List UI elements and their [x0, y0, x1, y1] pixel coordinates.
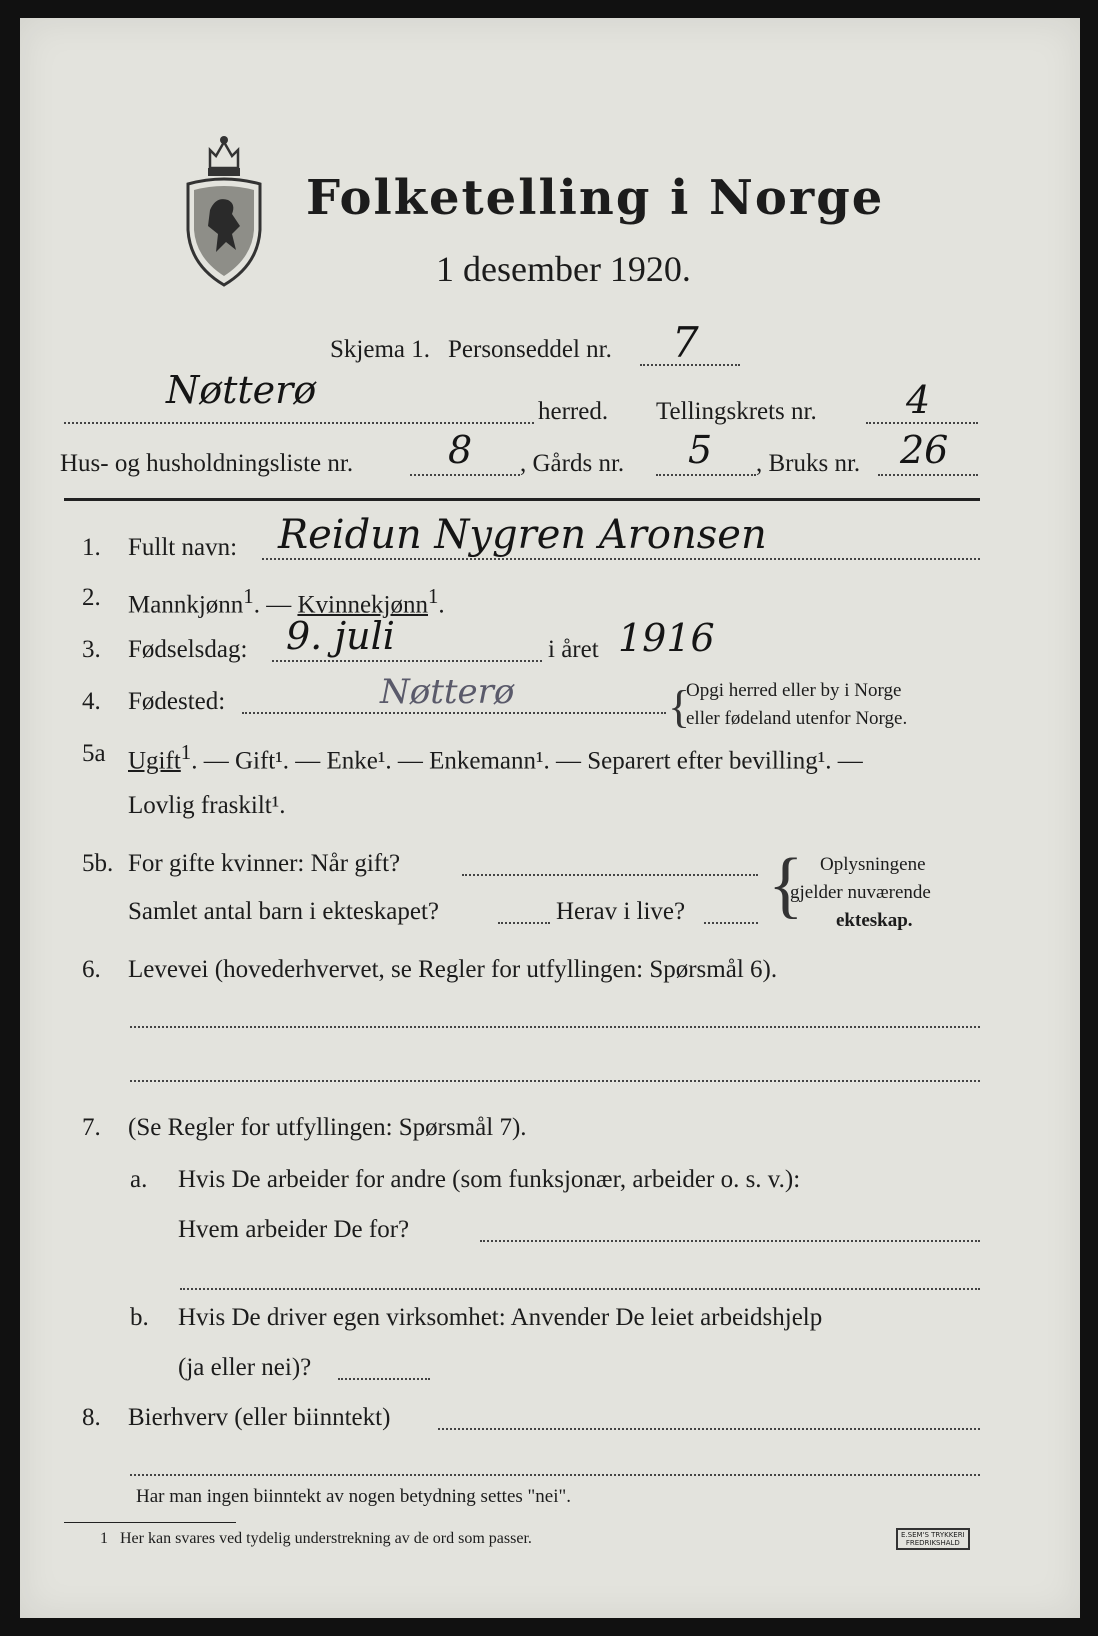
personseddel-label: Personseddel nr. [448, 336, 612, 363]
q7b-line[interactable] [338, 1378, 430, 1380]
gards-line [656, 474, 756, 476]
q6-line2[interactable] [130, 1080, 980, 1082]
printer-stamp: E.SEM'S TRYKKERI FREDRIKSHALD [896, 1528, 970, 1550]
q7a-line1[interactable] [480, 1240, 980, 1242]
q7b-label: Hvis De driver egen virksomhet: Anvender De leiet arbeidshjelp [178, 1304, 823, 1331]
footnote-mark: 1 [100, 1530, 108, 1547]
norwegian-coat-of-arms-icon [180, 130, 268, 290]
q4-note-line1: Opgi herred eller by i Norge [686, 680, 902, 701]
q4-number: 4. [82, 688, 101, 715]
q2-number: 2. [82, 584, 101, 611]
form-title: Folketelling i Norge [306, 170, 885, 226]
q7b-letter: b. [130, 1304, 149, 1331]
birth-year-value[interactable]: 1916 [618, 616, 715, 660]
q3-number: 3. [82, 636, 101, 663]
q1-number: 1. [82, 534, 101, 561]
q6-line1[interactable] [130, 1026, 980, 1028]
option-ugift[interactable]: Ugift [128, 747, 181, 775]
q5b-number: 5b. [82, 850, 114, 877]
q3-label: Fødselsdag: [128, 636, 248, 663]
husholdningsliste-value[interactable]: 8 [448, 428, 473, 472]
herred-value[interactable]: Nøtterø [166, 368, 317, 412]
herred-line [64, 422, 534, 424]
q6-number: 6. [82, 956, 101, 983]
q5a-options: Ugift$^1$. — Gift¹. — Enke¹. — Enkemann¹. — Separert efter bevilling¹. — [128, 740, 863, 775]
q7-label: (Se Regler for utfyllingen: Spørsmål 7). [128, 1114, 527, 1141]
footnote-divider [64, 1522, 236, 1523]
q4-label: Fødested: [128, 688, 226, 715]
option-kvinnekjonn[interactable]: Kvinnekjønn [297, 591, 428, 619]
full-name-value[interactable]: Reidun Nygren Aronsen [278, 512, 767, 558]
census-date: 1 desember 1920. [436, 249, 691, 289]
q5b-note-line2: gjelder nuværende [790, 882, 931, 903]
census-form-page [20, 18, 1080, 1618]
q4-note-line2: eller fødeland utenfor Norge. [686, 708, 908, 729]
q5b-children-label: Samlet antal barn i ekteskapet? [128, 898, 439, 925]
q5a-number: 5a [82, 740, 106, 767]
option-mannkjonn[interactable]: Mannkjønn [128, 591, 244, 619]
q5b-alive-line [704, 922, 758, 924]
q5b-brace: { [768, 844, 804, 926]
tellingskrets-line [866, 422, 978, 424]
q3-line [272, 660, 542, 662]
bruks-value[interactable]: 26 [900, 428, 949, 472]
husholdningsliste-line [410, 474, 520, 476]
q5b-line1 [462, 874, 758, 876]
gards-label: , Gårds nr. [520, 450, 625, 477]
q7a-label: Hvis De arbeider for andre (som funksjonær, arbeider o. s. v.): [178, 1166, 801, 1193]
birthplace-value[interactable]: Nøtterø [380, 672, 515, 712]
q3-year-label: i året [548, 636, 599, 663]
q8-line2[interactable] [130, 1474, 980, 1476]
footnote-text: Her kan svares ved tydelig understrekning av de ord som passer. [120, 1530, 532, 1547]
q8-label: Bierhverv (eller biinntekt) [128, 1404, 391, 1431]
q5b-note-line3: ekteskap. [836, 910, 913, 931]
skjema-label: Skjema 1. [330, 336, 430, 363]
q7-number: 7. [82, 1114, 101, 1141]
q2-options: Mannkjønn$^1$. — Kvinnekjønn$^1$. [128, 584, 445, 619]
q8-note: Har man ingen biinntekt av nogen betydning settes "nei". [136, 1486, 571, 1507]
birthday-value[interactable]: 9. juli [286, 614, 395, 658]
bruks-label: , Bruks nr. [756, 450, 861, 477]
q5a-other-options[interactable]: . — Gift¹. — Enke¹. — Enkemann¹. — Separert efter bevilling¹. — [191, 747, 863, 775]
q6-label: Levevei (hovederhvervet, se Regler for utfyllingen: Spørsmål 6). [128, 956, 778, 983]
q1-label: Fullt navn: [128, 534, 238, 561]
q7a-letter: a. [130, 1166, 148, 1193]
q8-number: 8. [82, 1404, 101, 1431]
q5b-label: For gifte kvinner: Når gift? [128, 850, 401, 877]
husholdningsliste-label: Hus- og husholdningsliste nr. [60, 450, 354, 477]
q5b-note-line1: Oplysningene [820, 854, 926, 875]
q5a-line2[interactable]: Lovlig fraskilt¹. [128, 792, 286, 819]
q7a-line2-label: Hvem arbeider De for? [178, 1216, 410, 1243]
q7b-line2-label: (ja eller nei)? [178, 1354, 312, 1381]
tellingskrets-label: Tellingskrets nr. [656, 398, 817, 425]
header-divider [64, 498, 980, 501]
gards-value[interactable]: 5 [688, 428, 713, 472]
q8-line1[interactable] [438, 1428, 980, 1430]
personseddel-value[interactable]: 7 [672, 318, 699, 367]
q7a-line2[interactable] [180, 1288, 980, 1290]
q5b-alive-label: Herav i live? [556, 898, 686, 925]
q4-line [242, 712, 666, 714]
bruks-line [878, 474, 978, 476]
herred-label: herred. [538, 398, 609, 425]
q1-line [262, 558, 980, 560]
tellingskrets-value[interactable]: 4 [906, 378, 931, 422]
q4-brace: { [668, 681, 691, 732]
q5b-children-line [498, 922, 550, 924]
